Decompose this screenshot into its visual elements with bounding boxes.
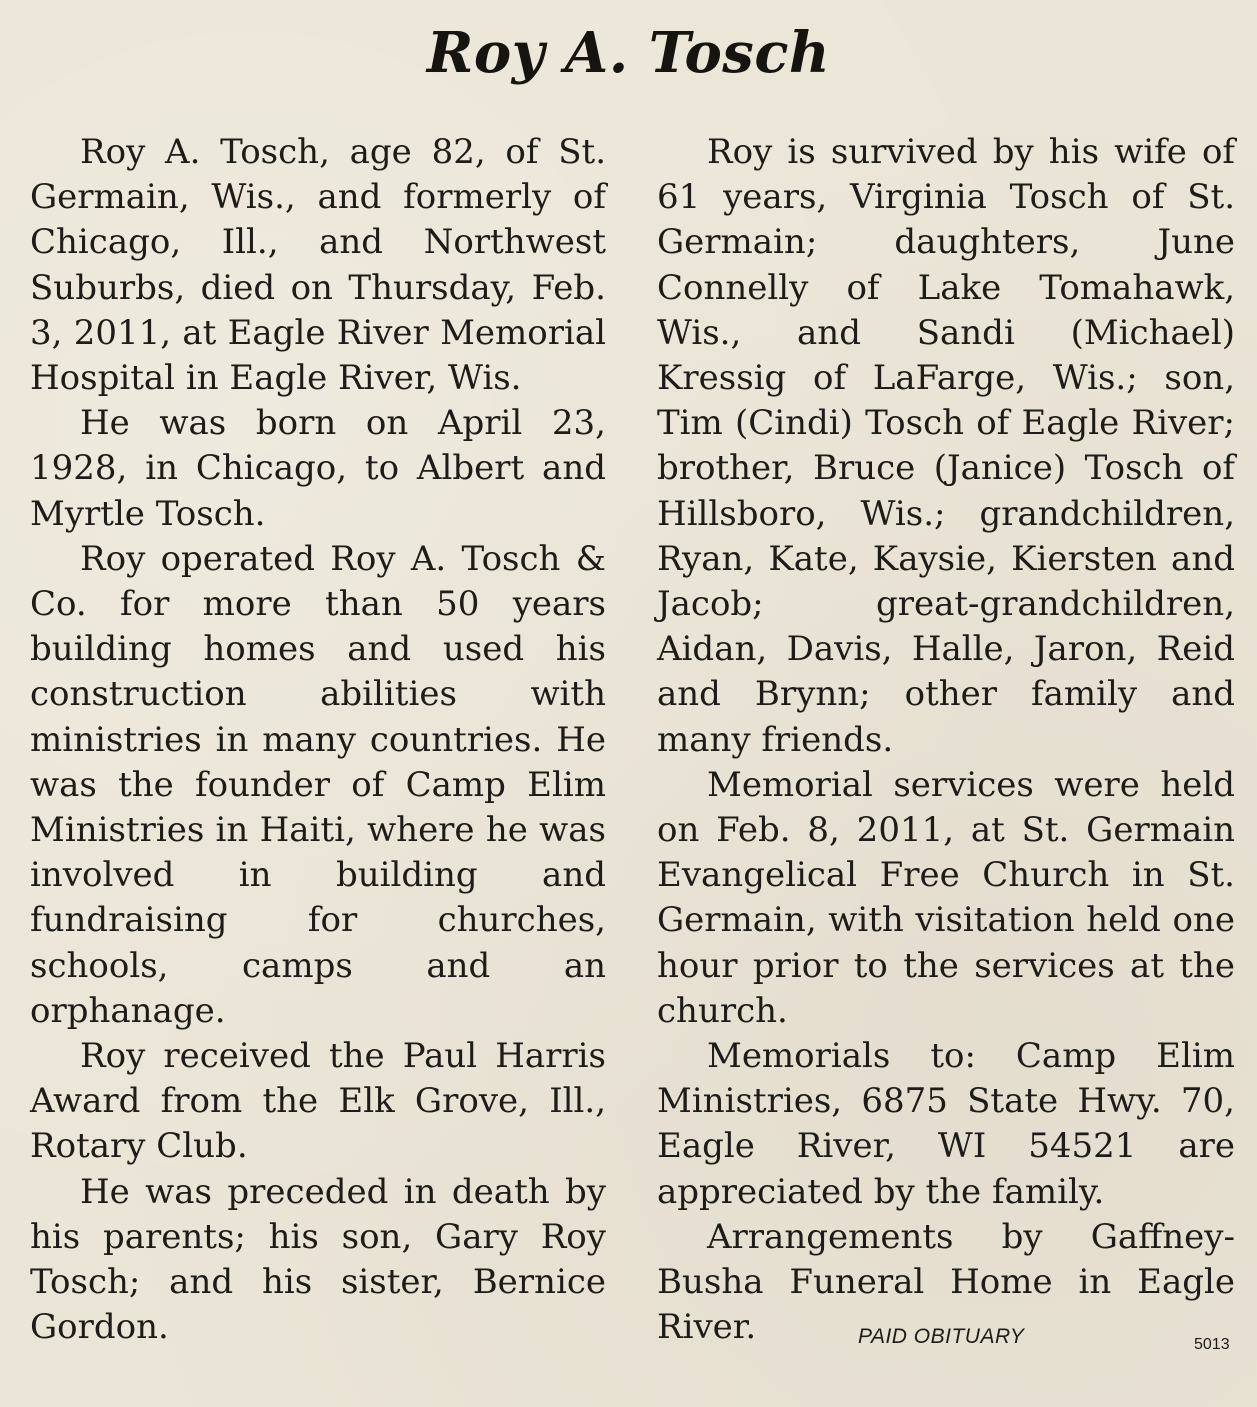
paragraph-career: Roy operated Roy A. Tosch & Co. for more than 50 years building homes and used his construction abilities with ministries in many countries. He was the founder of Camp Elim Ministries in Haiti, where he was involved in building and fundraising for churches, schools, camps and an orphanage. — [30, 538, 606, 1031]
paragraph-arrangements: Arrangements by Gaffney-Busha Funeral Home in Eagle River. — [657, 1216, 1235, 1348]
paragraph-birth: He was born on April 23, 1928, in Chicago, to Albert and Myrtle Tosch. — [30, 403, 606, 534]
paragraph-memorials: Memorials to: Camp Elim Ministries, 6875 State Hwy. 70, Eagle River, WI 54521 are appreciated by the family. — [657, 1036, 1235, 1212]
paragraph-survivors: Roy is survived by his wife of 61 years, Virginia Tosch of St. Germain; daughters, June Connelly of Lake Tomahawk, Wis., and Sandi (Michael) Kressig of LaFarge, Wis.; son, Tim (Cindi) Tosch of Eagle River; brother, Bruce (Janice) Tosch of Hillsboro, Wis.; grandchildren, Ryan, Kate, Kaysie, Kiersten and Jacob; great-grandchildren, Aidan, Davis, Halle, Jaron, Reid and Brynn; other family and many friends. — [657, 132, 1235, 760]
right-column — [657, 130, 1235, 1350]
paragraph-preceded: He was preceded in death by his parents; his son, Gary Roy Tosch; and his sister, Bernice Gordon. — [30, 1171, 606, 1348]
paid-obituary-label: PAID OBITUARY — [858, 1325, 1025, 1348]
paragraph-services: Memorial services were held on Feb. 8, 2011, at St. Germain Evangelical Free Church in St. Germain, with visitation held one hour prior to the services at the church. — [657, 764, 1235, 1031]
ad-code: 5013 — [1194, 1336, 1230, 1353]
left-column — [30, 130, 606, 1350]
obituary-title: Roy A. Tosch — [426, 20, 831, 86]
paragraph-award: Roy received the Paul Harris Award from the Elk Grove, Ill., Rotary Club. — [30, 1036, 606, 1167]
paragraph-death-notice: Roy A. Tosch, age 82, of St. Germain, Wis., and formerly of Chicago, Ill., and Northwest Suburbs, died on Thursday, Feb. 3, 2011, at Eagle River Memorial Hospital in Eagle River, Wis. — [30, 132, 606, 399]
